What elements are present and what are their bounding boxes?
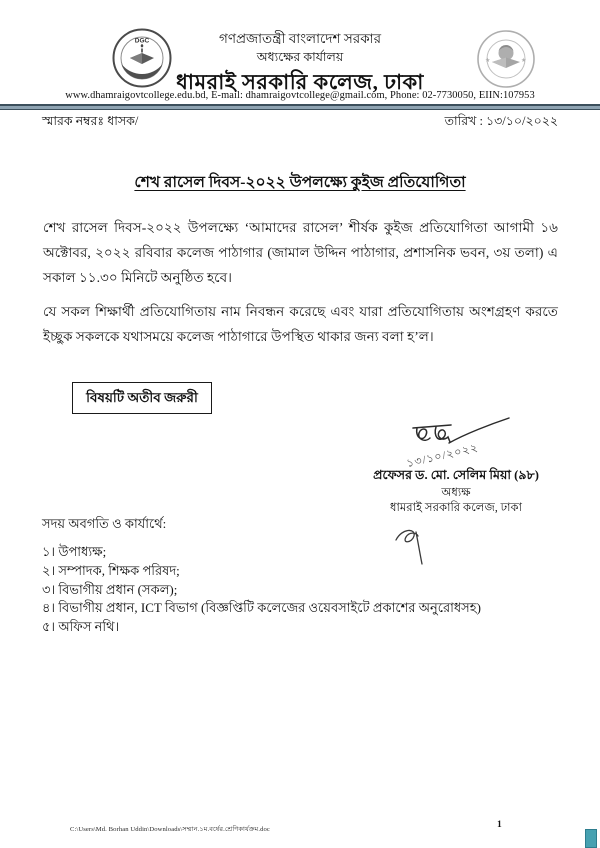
office-line: অধ্যক্ষের কার্যালয় — [256, 49, 344, 64]
svg-text:★: ★ — [485, 58, 491, 64]
memo-row — [42, 113, 558, 133]
svg-text:★: ★ — [521, 58, 527, 64]
logo-dgc-text: DGC — [134, 37, 150, 45]
corner-marker — [585, 829, 597, 848]
notice-paragraph-2: যে সকল শিক্ষার্থী প্রতিযোগিতায় নাম নিবন্ধন করেছে এবং যারা প্রতিযোগিতায় অংশগ্রহণ করতে ইচ্ছুক সকলকে যথাসময়ে কলেজ পাঠাগারে উপস্থিত থাকার জন্য বলা হ’ল। — [43, 304, 558, 344]
distribution-item: ৩। বিভাগীয় প্রধান (সকল); — [42, 581, 178, 597]
page-number: 1 — [497, 820, 502, 830]
handwritten-date: ১৩/১০/২০২২ — [405, 441, 480, 471]
letterhead — [0, 31, 600, 95]
date-label: তারিখ : ১৩/১০/২০২২ — [444, 114, 558, 128]
notice-paragraph-1: শেখ রাসেল দিবস-২০২২ উপলক্ষ্যে ‘আমাদের রাসেল’ শীর্ষক কুইজ প্রতিযোগিতা আগামী ১৬ অক্টোবর, ২০২২ রবিবার কলেজ পাঠাগার (জামাল উদ্দিন পাঠাগার, প্রশাসনিক ভবন, ৩য় তলা) এ সকাল ১১.৩০ মিনিটে অনুষ্ঠিত হবে। — [43, 220, 558, 285]
distribution-item: ২। সম্পাদক, শিক্ষক পরিষদ; — [42, 562, 180, 578]
distribution-heading: সদয় অবগতি ও কার্যার্থে: — [42, 516, 167, 531]
distribution-item: ৫। অফিস নথি। — [42, 619, 120, 635]
signatory-designation: অধ্যক্ষ — [441, 486, 471, 499]
contact-info-line: www.dhamraigovtcollege.edu.bd, E-mail: dhamraigovtcollege@gmail.com, Phone: 02-7730050, EIIN:107953 — [65, 90, 535, 101]
urgent-notice-box: বিষয়টি অতীব জরুরী — [72, 382, 212, 414]
signatory-institution: ধামরাই সরকারি কলেজ, ঢাকা — [389, 501, 523, 514]
college-name: ধামরাই সরকারি কলেজ, ঢাকা — [176, 69, 424, 94]
signatory-name: প্রফেসর ড. মো. সেলিম মিয়া (৯৮) — [373, 468, 539, 482]
notice-title: শেখ রাসেল দিবস-২০২২ উপলক্ষ্যে কুইজ প্রতিযোগিতা — [134, 174, 466, 191]
distribution-item: ৪। বিভাগীয় প্রধান, ICT বিভাগ (বিজ্ঞপ্তিটি কলেজের ওয়েবসাইটে প্রকাশের অনুরোধসহ) — [42, 600, 481, 616]
document-file-path: C:\Users\Md. Borhan Uddin\Downloads\সম্মান.১ম.বর্ষের.শ্রেণিকার্যক্রম.doc — [70, 826, 270, 833]
distribution-list — [42, 543, 558, 637]
government-line: গণপ্রজাতন্ত্রী বাংলাদেশ সরকার — [218, 31, 382, 46]
distribution-item: ১। উপাধ্যক্ষ; — [42, 544, 107, 559]
signature-block — [348, 416, 564, 516]
memo-number: স্মারক নম্বরঃ ধাসক/ — [42, 114, 139, 128]
header-separator-line — [0, 104, 600, 110]
